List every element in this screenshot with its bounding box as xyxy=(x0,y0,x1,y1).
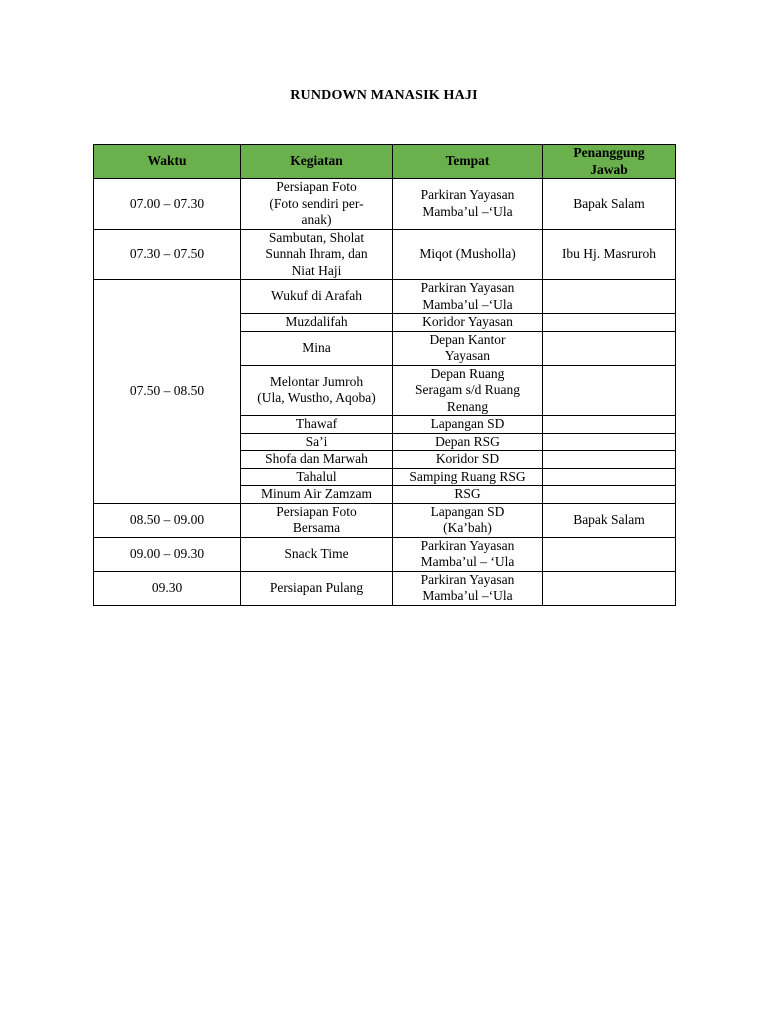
kegiatan-cell: Minum Air Zamzam xyxy=(241,486,393,504)
tempat-cell: Parkiran Yayasan Mamba’ul – ‘Ula xyxy=(393,537,543,571)
kegiatan-cell: Persiapan Foto Bersama xyxy=(241,503,393,537)
tempat-cell: Miqot (Musholla) xyxy=(393,229,543,280)
kegiatan-cell: Wukuf di Arafah xyxy=(241,280,393,314)
penanggung-jawab-cell: Bapak Salam xyxy=(543,179,676,230)
column-header-tempat: Tempat xyxy=(393,145,543,179)
tempat-cell: Koridor SD xyxy=(393,451,543,469)
waktu-cell: 09.30 xyxy=(94,571,241,605)
kegiatan-cell: Tahalul xyxy=(241,468,393,486)
kegiatan-cell: Melontar Jumroh (Ula, Wustho, Aqoba) xyxy=(241,365,393,416)
penanggung-jawab-cell xyxy=(543,571,676,605)
column-header-kegiatan: Kegiatan xyxy=(241,145,393,179)
column-header-waktu: Waktu xyxy=(94,145,241,179)
kegiatan-cell: Persiapan Pulang xyxy=(241,571,393,605)
table-row xyxy=(94,229,676,280)
kegiatan-cell: Sambutan, Sholat Sunnah Ihram, dan Niat Haji xyxy=(241,229,393,280)
penanggung-jawab-cell xyxy=(543,486,676,504)
waktu-cell: 07.50 – 08.50 xyxy=(94,280,241,504)
tempat-cell: Koridor Yayasan xyxy=(393,314,543,332)
tempat-cell: Parkiran Yayasan Mamba’ul –‘Ula xyxy=(393,571,543,605)
penanggung-jawab-cell: Ibu Hj. Masruroh xyxy=(543,229,676,280)
penanggung-jawab-cell xyxy=(543,365,676,416)
penanggung-jawab-cell: Bapak Salam xyxy=(543,503,676,537)
tempat-cell: Depan RSG xyxy=(393,433,543,451)
page-title: RUNDOWN MANASIK HAJI xyxy=(290,88,478,103)
tempat-cell: Lapangan SD (Ka’bah) xyxy=(393,503,543,537)
tempat-cell: Lapangan SD xyxy=(393,416,543,434)
kegiatan-cell: Mina xyxy=(241,331,393,365)
tempat-cell: Parkiran Yayasan Mamba’ul –‘Ula xyxy=(393,280,543,314)
kegiatan-cell: Sa’i xyxy=(241,433,393,451)
penanggung-jawab-cell xyxy=(543,451,676,469)
tempat-cell: Depan Kantor Yayasan xyxy=(393,331,543,365)
waktu-cell: 09.00 – 09.30 xyxy=(94,537,241,571)
table-row xyxy=(94,179,676,230)
kegiatan-cell: Thawaf xyxy=(241,416,393,434)
waktu-cell: 07.00 – 07.30 xyxy=(94,179,241,230)
table-row xyxy=(94,503,676,537)
penanggung-jawab-cell xyxy=(543,537,676,571)
waktu-cell: 07.30 – 07.50 xyxy=(94,229,241,280)
penanggung-jawab-cell xyxy=(543,331,676,365)
rundown-table xyxy=(93,144,676,606)
table-header-row xyxy=(94,145,676,179)
waktu-cell: 08.50 – 09.00 xyxy=(94,503,241,537)
kegiatan-cell: Persiapan Foto (Foto sendiri per- anak) xyxy=(241,179,393,230)
kegiatan-cell: Muzdalifah xyxy=(241,314,393,332)
table-row xyxy=(94,537,676,571)
penanggung-jawab-cell xyxy=(543,433,676,451)
tempat-cell: Parkiran Yayasan Mamba’ul –‘Ula xyxy=(393,179,543,230)
tempat-cell: Depan Ruang Seragam s/d Ruang Renang xyxy=(393,365,543,416)
penanggung-jawab-cell xyxy=(543,314,676,332)
penanggung-jawab-cell xyxy=(543,416,676,434)
table-row xyxy=(94,280,676,314)
tempat-cell: Samping Ruang RSG xyxy=(393,468,543,486)
column-header-penanggung-jawab: Penanggung Jawab xyxy=(543,145,676,179)
kegiatan-cell: Snack Time xyxy=(241,537,393,571)
penanggung-jawab-cell xyxy=(543,280,676,314)
kegiatan-cell: Shofa dan Marwah xyxy=(241,451,393,469)
tempat-cell: RSG xyxy=(393,486,543,504)
table-row xyxy=(94,571,676,605)
penanggung-jawab-cell xyxy=(543,468,676,486)
